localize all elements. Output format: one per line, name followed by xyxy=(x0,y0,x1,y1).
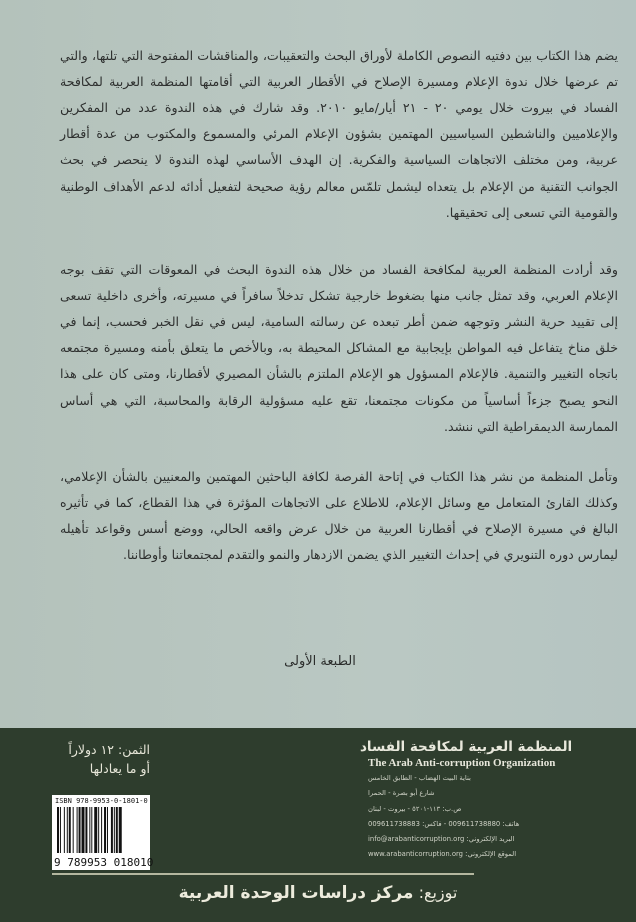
barcode-bar xyxy=(77,807,78,853)
divider xyxy=(52,873,474,875)
isbn-number: ISBN 978-9953-0-1801-0 xyxy=(55,797,148,805)
address-line: بناية البيت الهضاب - الطابق الخامس xyxy=(368,774,471,782)
address-line: ص.ب: ١١٣-٥٢٠١ - بيروت - لبنان xyxy=(368,804,462,813)
barcode-bar xyxy=(82,807,85,853)
blurb-paragraph-2: وقد أرادت المنظمة العربية لمكافحة الفساد من خلال هذه الندوة البحث في المعوقات التي تقف بوجه الإعلام العربي، وقد تمثل جانب منها بضغوط خارجية تشكل تدخلاً سافراً في مسيرته، وأخرى داخلية تسعى إلى تقييد حرية النشر وتوجهه ضمن أطر تبعده عن رسالته السامية، ليس في نقل الخبر فحسب، إنما في خلق مناخ يتفاعل فيه المواطن بإيجابية مع المشاكل المحيطة به، وبالأخص ما يتعلق بأمنه ومسيرة مجتمعه باتجاه التغيير والتنمية. فالإعلام المسؤول هو الإعلام الملتزم بالشأن المصيري لأقطارنا، ومتى كان على هذا النحو يصبح جزءاً أساسياً من مكونات مجتمعنا، تقع عليه مسؤولية الرقابة والمحاسبة، التي هي أساس الممارسة الديمقراطية التي ننشد. xyxy=(60,261,618,434)
price-equivalent: أو ما يعادلها xyxy=(89,761,150,776)
barcode-bar xyxy=(104,807,106,853)
distributor-name: مركز دراسات الوحدة العربية xyxy=(178,883,414,903)
barcode-bar xyxy=(89,807,90,853)
barcode-bar xyxy=(101,807,102,853)
barcode-bar xyxy=(94,807,97,853)
publisher-info xyxy=(360,739,582,863)
phone-line: هاتف: 009611738880 - فاكس: 009611738883 xyxy=(368,819,520,828)
barcode-bar xyxy=(69,807,71,853)
barcode-bar xyxy=(73,807,74,853)
website-line: الموقع الإلكتروني: www.arabanticorruption.org xyxy=(368,850,517,859)
blurb-paragraph-1: يضم هذا الكتاب بين دفتيه النصوص الكاملة لأوراق البحث والتعقيبات، والمناقشات المفتوحة التي تلتها، والتي تم عرضها خلال ندوة الإعلام ومسيرة الإصلاح في الأقطار العربية التي أقامتها المنظمة العربية لمكافحة الفساد في بيروت خلال يومي ٢٠ - ٢١ أيار/مايو ٢٠١٠. وقد شارك في هذه الندوة عدد من المفكرين والإعلاميين والناشطين السياسيين المهتمين بشؤون الإعلام المرئي والمسموع والمكتوب من عدة أقطار عربية، ومن مختلف الاتجاهات السياسية والفكرية. إن الهدف الأساسي لهذه الندوة لا ينحصر في بحث الجوانب التقنية من الإعلام بل يتعداه ليشمل تلمّس معالم رؤية صحيحة لتفعيل أدائه لدعم الأهداف الوطنية والقومية التي تسعى إلى تحقيقها. xyxy=(60,47,618,220)
barcode-bar xyxy=(64,807,65,853)
isbn-barcode xyxy=(52,795,154,870)
address-line: شارع أبو بصرة - الحمرا xyxy=(368,789,435,798)
blurb-paragraph-3: وتأمل المنظمة من نشر هذا الكتاب في إتاحة الفرصة لكافة الباحثين المهتمين والمعنيين بالشأن الإعلامي، وكذلك القارئ المتعامل مع وسائل الإعلام، للاطلاع على الاتجاهات المؤثرة في هذا القطاع، كما في تأثيره البالغ في مسيرة الإصلاح في أقطارنا العربية من خلال عرض واقعه الحالي، ووضع أسس وقواعد تأهيله ليمارس دوره التنويري في إحداث التغيير الذي يضمن الازدهار والنمو والتقدم لمجتمعاتنا وأوطاننا. xyxy=(60,468,618,563)
barcode-bars xyxy=(57,807,145,853)
email-line: البريد الإلكتروني: info@arabanticorruption.org xyxy=(368,835,515,844)
barcode-bar xyxy=(98,807,99,853)
publisher-name-ar: المنظمة العربية لمكافحة الفساد xyxy=(360,739,573,755)
distribution-line xyxy=(0,883,636,903)
barcode-bar xyxy=(79,807,81,853)
barcode-bar xyxy=(107,807,108,853)
barcode-bar xyxy=(85,807,87,853)
price-value: الثمن: ١٢ دولاراً xyxy=(68,742,150,757)
barcode-bar xyxy=(57,807,59,853)
distribution-label: توزيع: xyxy=(418,883,458,902)
barcode-bar xyxy=(60,807,61,853)
barcode-bar xyxy=(114,807,115,853)
barcode-bar xyxy=(67,807,68,853)
barcode-bar xyxy=(91,807,92,853)
barcode-digits: 9 789953 018010 xyxy=(54,856,154,869)
edition-label: الطبعة الأولى xyxy=(284,654,356,669)
barcode-bar xyxy=(111,807,113,853)
publisher-address xyxy=(360,771,582,863)
barcode-bar xyxy=(119,807,122,853)
price-block xyxy=(58,740,150,778)
barcode-bar xyxy=(116,807,118,853)
publisher-name-en: The Arab Anti-corruption Organization xyxy=(368,757,556,769)
